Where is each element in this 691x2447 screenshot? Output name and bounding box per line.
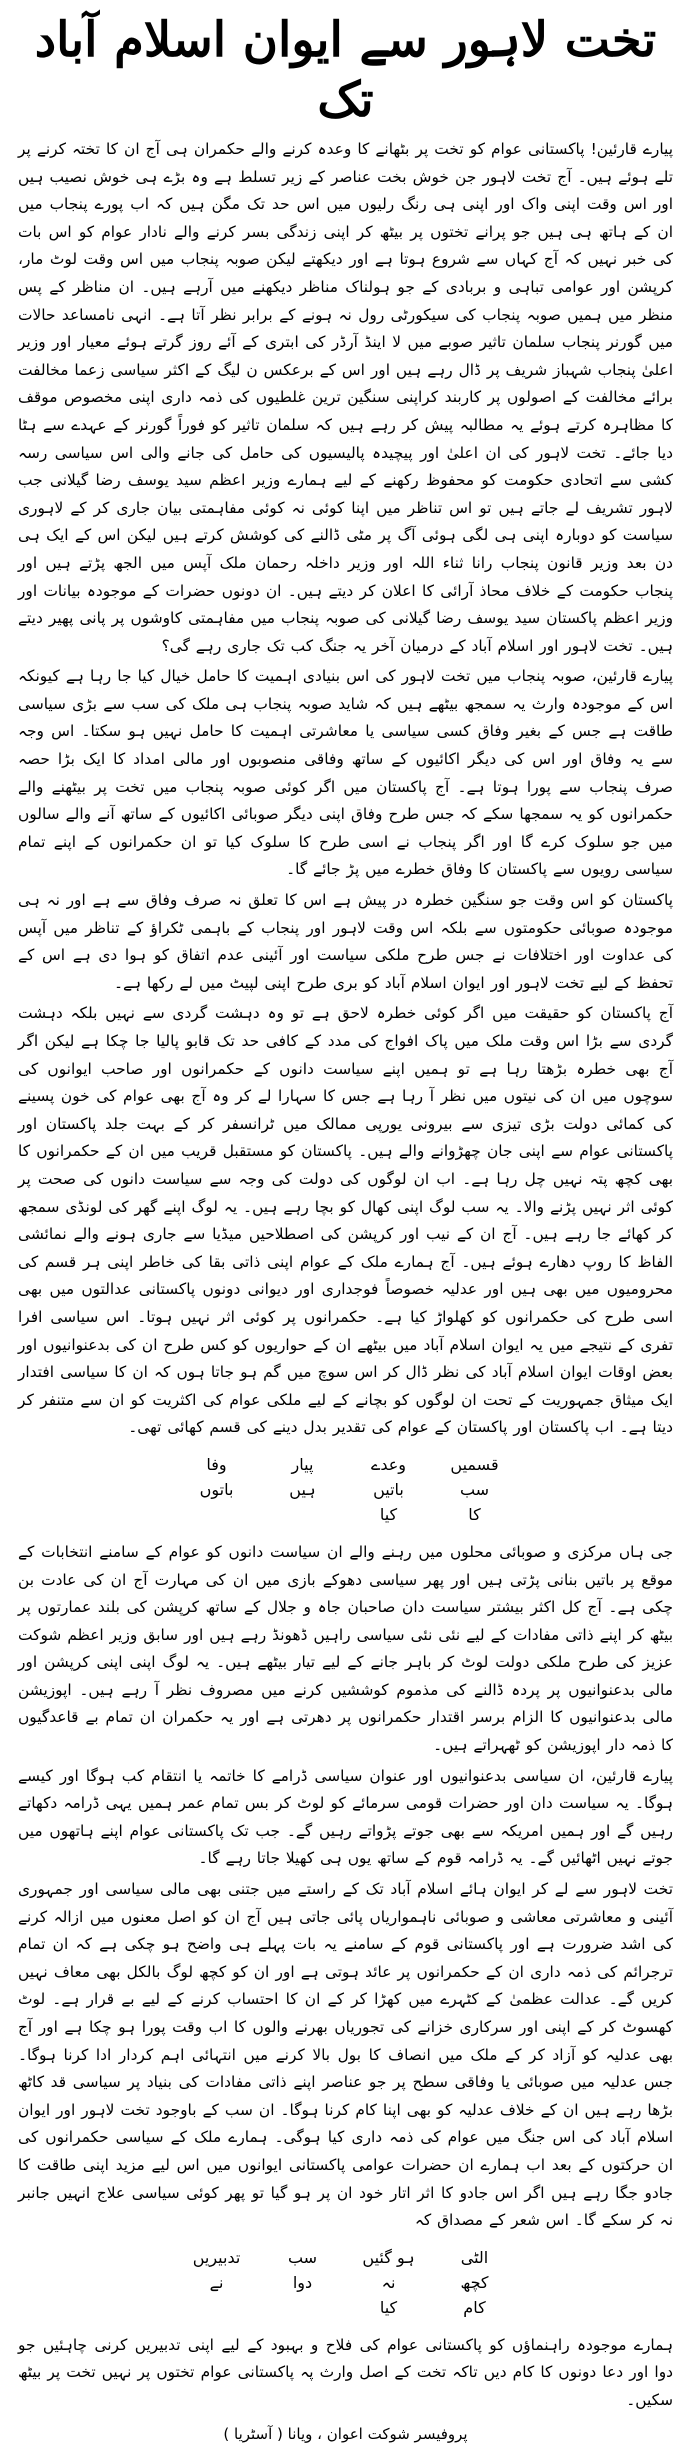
article-paragraph: پیارے قارئین، صوبہ پنجاب میں تخت لاہور کی اس بنیادی اہمیت کا حامل خیال کیا جا رہا ہے کیونکہ اس کے موجودہ وارث یہ سمجھ بیٹھے ہیں کہ شاید صوبہ پنجاب ہی ملک کی سب سے بڑی سیاسی طاقت ہے جس کے بغیر وفاق کسی سیاسی یا معاشرتی اہمیت کا حامل نہیں ہو سکتا۔ اس وجہ سے یہ وفاق اور اس کی دیگر اکائیوں کے ساتھ وفاقی منصوبوں اور مالی امداد کا ایک بڑا حصہ صرف پنجاب سے پورا ہوتا ہے۔ آج پاکستان میں اگر کوئی صوبہ پنجاب میں تخت پر بیٹھنے والے حکمرانوں کو یہ سمجھا سکے کہ جس طرح وفاق اپنی دیگر صوبائی اکائیوں کے ساتھ آنے والے سالوں میں جو سلوک کرے گا اور اگر پنجاب نے اسی طرح کا سلوک کیا تو ان حکمرانوں کے اپنے تمام سیاسی رویوں سے پاکستان کا وفاق خطرے میں پڑ جائے گا۔ <box>18 667 673 879</box>
verse-word: الٹی <box>460 2247 489 2267</box>
article-paragraph: پیارے قارئین! پاکستانی عوام کو تخت پر بٹھانے کا وعدہ کرنے والے حکمران ہی آج ان کا تختہ کرنے پر تلے ہوئے ہیں۔ آج تخت لاہور جن خوش بخت عناصر کے زیر تسلط ہے وہ بڑے ہی خوش نصیب ہیں اور اس وقت اپنی واک اور اپنی ہی رنگ رلیوں میں اس حد تک مگن ہیں کہ اب پورے پنجاب میں ان کے ہاتھ ہی ہیں جو پرانے تختوں پر بیٹھ کر اپنی زندگی بسر کرنے والے نادار عوام کو اس بات کی خبر نہیں کہ آج کہاں سے شروع ہوتا ہے اور دیکھتے لیکن صوبہ پنجاب میں اس وقت لوٹ مار، کرپشن اور عوامی تباہی و بربادی کے جو ہولناک مناظر دیکھنے میں آرہے ہیں۔ ان مناظر کے پس منظر میں ہمیں صوبہ پنجاب کی سیکورٹی رول نہ ہونے کے برابر نظر آتا ہے۔ انہی نامساعد حالات میں گورنر پنجاب سلمان تاثیر صوبے میں لا اینڈ آرڈر کی ابتری کے آئے روز گرتے ہوئے معیار اور وزیر اعلیٰ پنجاب شہباز شریف پر ڈال رہے ہیں اور اس کے برعکس ن لیگ کے اکثر سیاسی زعما مخالفت برائے مخالفت کے اصولوں پر کاربند کراپنی سنگین ترین غلطیوں کی ذمہ داری اپنی مخصوص موقف کا مظاہرہ کرتے ہوئے یہ مطالبہ پیش کر رہے ہیں کہ سلمان تاثیر کو فوراً گورنر کے عہدے سے ہٹا دیا جائے۔ تخت لاہور کی ان اعلیٰ اور پیچیدہ پالیسیوں کی حامل کی جانے والی اس سیاسی رسہ کشی سے اتحادی حکومت کو محفوظ رکھنے کے لیے ہمارے وزیر اعظم سید یوسف رضا گیلانی جب لاہور تشریف لے جاتے ہیں تو اس تناظر میں اپنا کوئی نہ کوئی مفاہمتی بیان جاری کر کے لاہوری سیاست کو دوبارہ اپنی ہی لگی ہوئی آگ پر مٹی ڈالنے کی کوشش کرتے ہیں لیکن اس کے ایک ہی دن بعد وزیر قانون پنجاب رانا ثناء اللہ اور وزیر داخلہ رحمان ملک آپس میں الجھ پڑتے ہیں اور پنجاب حکومت کے خلاف محاذ آرائی کا اعلان کر دیتے ہیں۔ ان دونوں حضرات کے موجودہ بیانات اور وزیر اعظم پاکستان سید یوسف رضا گیلانی کی صوبہ پنجاب میں مفاہمتی کاوشوں پر پانی پھیر دیتے ہیں۔ تخت لاہور اور اسلام آباد کے درمیان آخر یہ جنگ کب تک جاری رہے گی؟ <box>18 140 673 655</box>
verse-word: کیا <box>379 1504 398 1524</box>
verse-word: کام <box>463 2297 486 2317</box>
poetry-verse-2 <box>18 2245 673 2320</box>
verse-word: وفا <box>206 1454 227 1474</box>
verse-word: کا <box>468 1504 481 1524</box>
article-paragraph: تخت لاہور سے لے کر ایوان ہائے اسلام آباد تک کے راستے میں جتنی بھی مالی سیاسی اور جمہوری آئینی و معاشرتی معاشی و صوبائی ناہمواریاں پائی جاتی ہیں آج ان کو اصل معنوں میں ازالہ کرنے کی اشد ضرورت ہے اور پاکستانی قوم کے سامنے یہ بات پہلے ہی واضح ہو چکی ہے کہ ان تمام ترجرائم کی ذمہ داری ان کے حکمرانوں پر عائد ہوتی ہے اور ان کو کچھ لوگ بالکل بھی معاف نہیں کریں گے۔ عدالت عظمیٰ کے کٹہرے میں کھڑا کر کے ان کا احتساب کرنے کے لیے بے قرار ہے۔ لوٹ کھسوٹ کر کے اپنی اور سرکاری خزانے کی تجوریاں بھرنے والوں کا اب وقت پورا ہو چکا ہے اور آج بھی عدلیہ کو آزاد کر کے ملک میں انصاف کا بول بالا کرنے میں انتہائی اہم کردار ادا کرنا ہوگا۔ جس عدلیہ میں صوبائی یا وفاقی سطح پر جو عناصر اپنے ذاتی مفادات کی بنیاد پر سیاسی قد کاٹھ بڑھا رہے ہیں ان کے خلاف عدلیہ کو بھی اپنا کام کرنا ہوگا۔ ان سب کے باوجود تخت لاہور اور ایوان اسلام آباد کی اس جنگ میں عوام کی ذمہ داری کیا ہوگی۔ ہمارے ملک کے سیاسی حکمرانوں کی ان حرکتوں کے بعد اب ہمارے ان حضرات عوامی پاکستانی ایوانوں میں اس لیے مزید اپنی طاقت کا جادو جگا رہے ہیں اگر اس جادو کا اثر اتار خود ان پر ہو گیا تو پھر کوئی سیاسی علاج انہیں جانبر نہ کر سکے گا۔ اس شعر کے مصداق کہ <box>18 1880 673 2230</box>
verse-word: دوا <box>292 2272 313 2292</box>
verse-word: باتیں <box>373 1479 404 1499</box>
verse-word: وعدے <box>370 1454 407 1474</box>
verse-word: نہ <box>381 2272 396 2292</box>
article-paragraph: جی ہاں مرکزی و صوبائی محلوں میں رہنے والے ان سیاست دانوں کو عوام کے سامنے انتخابات کے موقع پر باتیں بنانی پڑتی ہیں اور پھر سیاسی دھوکے بازی میں ان کی مہارت آج ان کی عادت بن چکی ہے۔ آج کل اکثر بیشتر سیاست دان صاحبان جاہ و جلال کے ساتھ کرپشن کی بلند عمارتوں پر بیٹھ کر اپنے ذاتی مفادات کے لیے نئی نئی سیاسی راہیں ڈھونڈ رہے ہیں اور سابق وزیر اعظم شوکت عزیز کی طرح ملکی دولت لوٹ کر باہر جانے کے لیے تیار بیٹھے ہیں۔ یہ لوگ اپنی اپنی کرپشن اور مالی بدعنوانیوں پر پردہ ڈالنے کی مذموم کوششیں کرنے میں مصروف نظر آ رہے ہیں۔ اپوزیشن مالی بدعنوانیوں کا الزام برسر اقتدار حکمرانوں پر دھرتی ہے اور یہ حکمران ان تمام بے قاعدگیوں کا ذمہ دار اپوزیشن کو ٹھہراتے ہیں۔ <box>18 1542 673 1755</box>
article-paragraph: ہمارے موجودہ راہنماؤں کو پاکستانی عوام کی فلاح و بہبود کے لیے اپنی تدبیریں کرنی چاہئیں جو دوا اور دعا دونوں کا کام دیں تاکہ تخت کے اصل وارث پہ پاکستانی عوام تختوں پر نہیں تخت پر بیٹھ سکیں۔ <box>18 2335 673 2409</box>
verse-word: نے <box>209 2272 224 2292</box>
verse-word: باتوں <box>199 1479 234 1499</box>
article-paragraph: پاکستان کو اس وقت جو سنگین خطرہ در پیش ہے اس کا تعلق نہ صرف وفاق سے ہے اور نہ ہی موجودہ صوبائی حکومتوں سے بلکہ اس وقت لاہور اور پنجاب کے باہمی ٹکراؤ کے تناظر میں آپس کی عداوت اور اختلافات نے جس طرح ملکی سیاست اور آئینی عدم اتفاق کو ہوا دی ہے اس کے تحفظ کے لیے تخت لاہور اور ایوان اسلام آباد کو بری طرح اپنی لپیٹ میں لے رکھا ہے۔ <box>18 891 673 992</box>
verse-word: تدبیریں <box>192 2247 241 2267</box>
verse-word: سب <box>287 2247 318 2267</box>
verse-word: سب <box>459 1479 490 1499</box>
author-byline: پروفیسر شوکت اعوان ، ویانا ( آسٹریا ) <box>223 2424 468 2443</box>
verse-word: ہیں <box>289 1479 316 1499</box>
verse-word: پیار <box>291 1454 314 1474</box>
article-paragraph: پیارے قارئین، ان سیاسی بدعنوانیوں اور عنوان سیاسی ڈرامے کا خاتمہ یا انتقام کب ہوگا اور کیسے ہوگا۔ یہ سیاست دان اور حضرات قومی سرمائے کو لوٹ کر بس تمام عمر ہمیں یہی ڈرامہ دکھاتے رہیں گے اور ہمیں امریکہ سے بھی جوتے پڑواتے رہیں گے۔ جب تک پاکستانی عوام اپنے ہاتھوں میں جوتے نہیں اٹھائیں گے۔ یہ ڈرامہ قوم کے ساتھ یوں ہی کھیلا جاتا رہے گا۔ <box>18 1766 673 1868</box>
article-paragraph: آج پاکستان کو حقیقت میں اگر کوئی خطرہ لاحق ہے تو وہ دہشت گردی سے نہیں بلکہ دہشت گردی سے بڑا اس وقت ملک میں پاک افواج کی مدد کے کافی حد تک قابو پالیا جا چکا ہے لیکن اگر آج بھی خطرہ بڑھتا رہا ہے تو ہمیں اپنے سیاست دانوں کے حکمرانوں اور صاحب ایوانوں کی سوچوں میں ان کی نیتوں میں نظر آ رہا ہے جس کا سہارا لے کر وہ آج بھی عوام کی خون پسینے کی کمائی دولت بڑی تیزی سے بیرونی یورپی ممالک میں ٹرانسفر کر کے بہت جلد پاکستان اور پاکستانی عوام سے اپنی جان چھڑوانے والے ہیں۔ پاکستان کو مستقبل قریب میں ان کے حکمرانوں کا بھی کچھ پتہ نہیں چل رہا ہے۔ اب ان لوگوں کی دولت کی وجہ سے سیاست دانوں کی صحت پر کوئی اثر نہیں پڑنے والا۔ یہ سب لوگ اپنی کھال کو بچا رہے ہیں۔ یہ لوگ اپنے گھر کی لونڈی سمجھ کر کھائے جا رہے ہیں۔ آج ان کے نیب اور کرپشن کی اصطلاحیں میڈیا سے جاری ہونے والے نمائشی الفاظ کا روپ دھارے ہوئے ہیں۔ آج ہمارے ملک کے عوام اپنی ذاتی بقا کی خاطر اپنی ہر قسم کی محرومیوں میں بھی ہیں اور عدلیہ خصوصاً فوجداری اور دیوانی دونوں پاکستانی عدالتوں میں بھی اسی طرح کی حکمرانوں کو کھلواڑ کیا ہے۔ حکمرانوں پر کوئی اثر نہیں ہوتا۔ اس سیاسی افرا تفری کے نتیجے میں یہ ایوان اسلام آباد میں بیٹھے ان کے حواریوں کو کس طرح ان کی بدعنوانیوں اور بعض اوقات ایوان اسلام آباد کی نظر ڈال کر اس سوچ میں گم ہو جاتا ہوں کہ ان کا سیاسی افتدار ایک میثاق جمہوریت کے تحت ان لوگوں کو بچانے کے لیے ملکی عوام کی اکثریت کو ان سے متنفر کر دیتا ہے۔ اب پاکستان اور پاکستان کے عوام کی تقدیر بدل دینے کی قسم کھائی تھی۔ <box>18 1004 673 1437</box>
verse-word: قسمیں <box>450 1454 499 1474</box>
article-title: تخت لاہور سے ایوان اسلام آباد تک <box>34 12 657 128</box>
verse-word: ہو گئیں <box>362 2247 415 2267</box>
verse-word: کچھ <box>460 2272 489 2292</box>
poetry-verse-1 <box>18 1452 673 1527</box>
verse-word: کیا <box>379 2297 398 2317</box>
